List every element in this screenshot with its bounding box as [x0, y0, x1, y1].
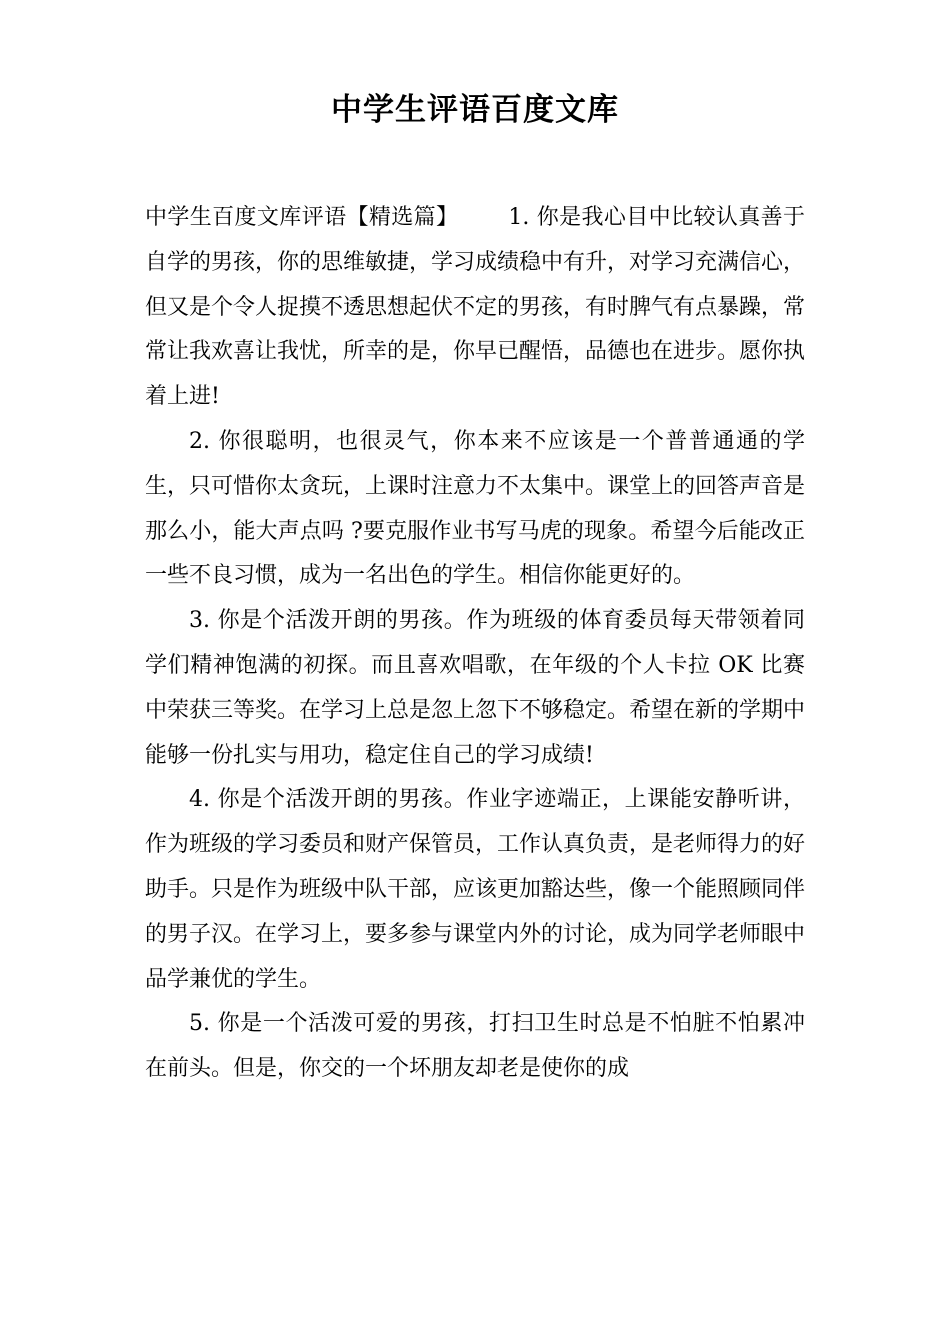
- comment-4: 4. 你是个活泼开朗的男孩。作业字迹端正，上课能安静听讲，作为班级的学习委员和财产保管员，工作认真负责，是老师得力的好助手。只是作为班级中队干部，应该更加豁达些，像一个能照顾同伴的男子汉。在学习上，要多参与课堂内外的讨论，成为同学老师眼中品学兼优的学生。: [145, 787, 806, 992]
- comment-5: 5. 你是一个活泼可爱的男孩，打扫卫生时总是不怕脏不怕累冲在前头。但是，你交的一个坏朋友却老是使你的成: [145, 1011, 805, 1082]
- document-body: [145, 196, 805, 1092]
- comment-2: 2. 你很聪明，也很灵气，你本来不应该是一个普普通通的学生，只可惜你太贪玩，上课时注意力不太集中。课堂上的回答声音是那么小，能大声点吗 ?要克服作业书写马虎的现象。希望今后能改正一些不良习惯，成为一名出色的学生。相信你能更好的。: [145, 428, 806, 589]
- comment-1: 1. 你是我心目中比较认真善于自学的男孩，你的思维敏捷，学习成绩稳中有升，对学习充满信心，但又是个令人捉摸不透思想起伏不定的男孩，有时脾气有点暴躁，常常让我欢喜让我忧，所幸的是，你早已醒悟，品德也在进步。愿你执着上进!: [145, 205, 806, 410]
- comment-3: 3. 你是个活泼开朗的男孩。作为班级的体育委员每天带领着同学们精神饱满的初探。而且喜欢唱歌，在年级的个人卡拉 OK 比赛中荣获三等奖。在学习上总是忽上忽下不够稳定。希望在新的学期中能够一份扎实与用功，稳定住自己的学习成绩!: [145, 608, 806, 768]
- document-title: 中学生评语百度文库: [331, 92, 619, 128]
- intro-paragraph: [145, 196, 805, 420]
- intro-heading: 中学生百度文库评语【精选篇】: [145, 205, 459, 230]
